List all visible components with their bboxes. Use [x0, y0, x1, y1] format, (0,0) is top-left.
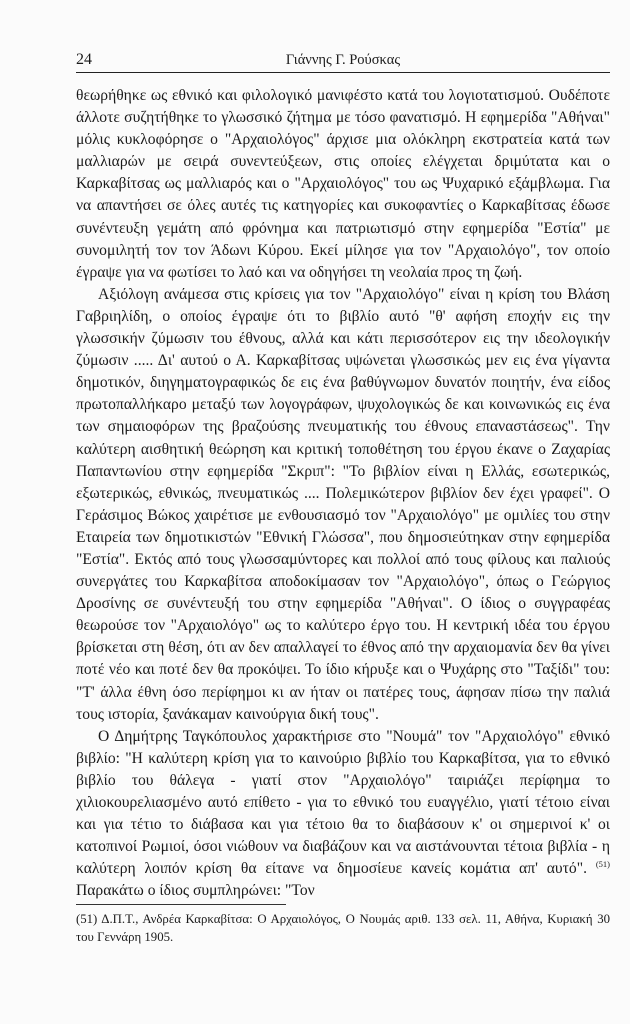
body-text [76, 85, 610, 902]
footnote-divider [76, 904, 286, 905]
paragraph-3-text: Ο Δημήτρης Ταγκόπουλος χαρακτήρισε στο "Νουμά" τον "Αρχαιολόγο" εθνικό βιβλίο: "Η καλύτερη κρίση για το καινούριο βιβλίο του Καρκαβίτσα, για το εθνικό βιβλίο του θάλεγα - γιατί στον "Αρχαιολόγο" ταιριάζει περίφημα το χιλιοκουρελιασμένο αυτό επίθετο - για το εθνικό του ευαγγέλιο, γιατί τέτοιο είναι και για τέτιο το διάβασα και για τέτοιο θα το διαβάσουν κ' οι σημερινοί κ' οι κατοπινοί Ρωμιοί, όσοι νιώθουν να διαβάζουν και να αιστάνουνται τέτοια βιβλία - η καλύτερη λοιπόν κρίση θα είτανε να δημοσίευε κανείς κομάτια απ' αυτό". [76, 727, 610, 878]
footnote-reference[interactable]: (51) [595, 859, 610, 870]
running-head: Γιάννης Γ. Ρούσκας [285, 52, 401, 68]
paragraph-3 [76, 726, 610, 903]
page-header [76, 50, 610, 73]
page-number: 24 [76, 51, 92, 68]
paragraph-2: Αξιόλογη ανάμεσα στις κρίσεις για τον "Αρχαιολόγο" είναι η κρίση του Βλάση Γαβριηλίδη, ο οποίος έγραψε ότι το βιβλίο αυτό "θ' αφήση εποχήν εις την γλωσσικήν ζύμωσιν του έθνους, αλλά και κάτι περισσότερον εις την ιδεολογικήν ζύμωσιν ..... Δι' αυτού ο Α. Καρκαβίτσας υψώνεται γλωσσικώς μεν εις ένα γίγαντα δημοτικόν, διηγηματογραφικώς δε εις ένα βαθύγνωμον δυνατόν ποιητήν, ένα είδος πρωτοπαλλήκαρο μεταξύ των λογογράφων, ψυχολογικώς δε και κοινωνικώς εις ένα των σημαιοφόρων της βραζούσης πνευματικής του έθνους επαναστάσεως". Την καλύτερη αισθητική θεώρηση και κριτική τοποθέτηση του έργου έκανε ο Ζαχαρίας Παπαντωνίου στην εφημερίδα "Σκριπ": "Το βιβλίον είναι η Ελλάς, εσωτερικώς, εξωτερικώς, εθνικώς, πνευματικώς .... Πολεμικώτερον βιβλίον δεν έχει γραφεί". Ο Γεράσιμος Βώκος χαιρέτισε με ενθουσιασμό τον "Αρχαιολόγο" με ομιλίες του στην Εταιρεία των δημοτικιστών "Εθνική Γλώσσα", που δημοσιεύτηκαν στην εφημερίδα "Εστία". Εκτός από τους γλωσσαμύντορες και πολλοί από τους φίλους και παλιούς συνεργάτες του Καρκαβίτσα αποδοκίμασαν τον "Αρχαιολόγο", όπως ο Γεώργιος Δροσίνης σε συνέντευξή του στην εφημερίδα "Αθήναι". Ο ίδιος ο συγγραφέας θεωρούσε τον "Αρχαιολόγο" ως το καλύτερο έργο του. Η κεντρική ιδέα του έργου βρίσκεται στη θέση, ότι αν δεν απαλλαγεί το έθνος από την αρχαιομανία δεν θα γίνει ποτέ νέο και ποτέ δεν θα προκόψει. Το ίδιο κήρυξε και ο Ψυχάρης στο "Ταξίδι" του: "Τ' άλλα έθνη όσο περίφημοι κι αν ήταν οι πατέρες τους, άφησαν πίσω την παλιά τους ιστορία, ξανάκαμαν καινούργια δική τους". [76, 285, 610, 723]
paragraph-3-continuation: Παρακάτω ο ίδιος συμπληρώνει: "Τον [76, 882, 315, 900]
paragraph-1: θεωρήθηκε ως εθνικό και φιλολογικό μανιφέστο κατά του λογιοτατισμού. Ουδέποτε άλλοτε συζητήθηκε το γλωσσικό ζήτημα με τόσο φανατισμό. Η εφημερίδα "Αθήναι" μόλις κυκλοφόρησε ο "Αρχαιολόγος" άρχισε μια ολόκληρη εκστρατεία κατά των μαλλιαρών με σειρά συνεντεύξεων, στις οποίες ελέγχεται δριμύτατα και ο Καρκαβίτσας ως μαλλιαρός και ο "Αρχαιολόγος" του ως Ψυχαρικό εξάμβλωμα. Για να απαντήσει σε όλες αυτές τις κατηγορίες και συκοφαντίες ο Καρκαβίτσας έδωσε συνέντευξη γεμάτη από φρόνημα και πατριωτισμό στην εφημερίδα "Εστία" με συνομιλητή τον τον Άδωνι Κύρου. Εκεί μίλησε για τον "Αρχαιολόγο", τον οποίο έγραψε για να φωτίσει το λαό και να οδηγήσει τη νεολαία προς τη ζωή. [76, 87, 610, 281]
footnote: (51) Δ.Π.Τ., Ανδρέα Καρκαβίτσα: Ο Αρχαιολόγος, Ο Νουμάς αριθ. 133 σελ. 11, Αθήνα, Κυριακή 30 του Γεννάρη 1905. [76, 912, 610, 944]
